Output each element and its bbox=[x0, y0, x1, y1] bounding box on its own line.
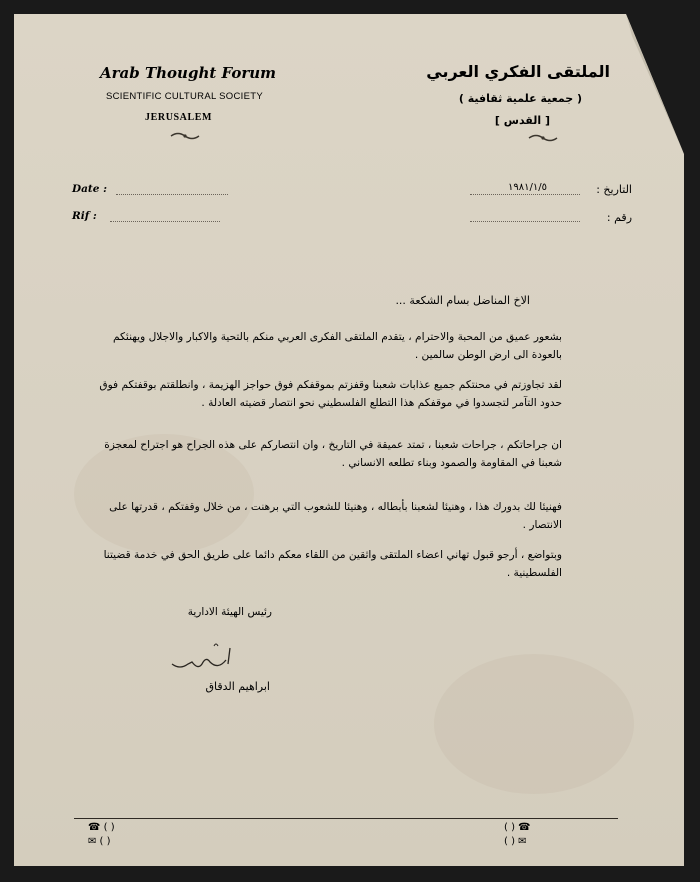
footer-phone-left: ☎ ( ) bbox=[88, 822, 115, 833]
date-line bbox=[116, 194, 228, 195]
letter-paragraph: ان جراحاتكم ، جراحات شعبنا ، تمتد عميقة في التاريخ ، وان انتصاركم على هذه الجراح هو اجتراح لمعجزة شعبنا في المقاومة والصمود وبناء تطلعه الانساني . bbox=[104, 439, 562, 469]
footer-divider bbox=[74, 818, 618, 819]
letterhead-ar-title: الملتقى الفكري العربي bbox=[426, 62, 610, 81]
paper-stain bbox=[434, 654, 634, 794]
letterhead-en-city: JERUSALEM bbox=[145, 112, 213, 123]
letter-paragraph: فهنيئا لك بدورك هذا ، وهنيئا لشعبنا بأبطاله ، وهنيئا للشعوب التي برهنت ، من خلال وقفتكم ، قدرتها على الانتصار . bbox=[109, 501, 562, 531]
letterhead-en-subtitle: SCIENTIFIC CULTURAL SOCIETY bbox=[106, 91, 263, 102]
signature-name: ابراهيم الدقاق bbox=[205, 680, 270, 693]
closing-title: رئيس الهيئة الادارية bbox=[187, 606, 272, 618]
ornament-icon bbox=[170, 130, 200, 144]
letterhead-ar-subtitle: ( جمعية علمية ثقافية ) bbox=[458, 92, 582, 105]
letter-paragraph: لقد تجاوزتم في محنتكم جميع عذابات شعبنا وقفزتم بموقفكم فوق حواجز الهزيمة ، وانطلقتم بوقفتكم فوق حدود التآمر لتجسدوا في موقفكم هذا التطلع الفلسطيني نحو انتصار قضيته العادلة . bbox=[99, 379, 562, 409]
ref-label: Rif : bbox=[72, 210, 97, 222]
ref-line bbox=[110, 221, 220, 222]
footer-mail-left: ✉ ( ) bbox=[88, 836, 111, 847]
ar-ref-label: رقم : bbox=[606, 211, 632, 224]
ornament-icon bbox=[528, 132, 558, 146]
footer-mail-right: ( ) ✉ bbox=[504, 836, 527, 847]
handwritten-signature bbox=[168, 640, 238, 680]
letter-greeting: الاخ المناضل بسام الشكعة ... bbox=[395, 294, 530, 307]
ar-date-line bbox=[470, 194, 580, 195]
date-label: Date : bbox=[72, 183, 107, 195]
ar-date-label: التاريخ : bbox=[596, 183, 632, 196]
letter-paragraph: وبتواضع ، أرجو قبول تهاني اعضاء الملتقى واثقين من اللقاء معكم دائما على طريق الحق في خدمة قضيتنا الفلسطينية . bbox=[103, 549, 562, 579]
ar-date-value: ١٩٨١/١/٥ bbox=[508, 182, 547, 193]
letterhead-ar-city: [ القدس ] bbox=[494, 114, 550, 127]
footer-phone-right: ( ) ☎ bbox=[504, 822, 531, 833]
letter-paragraph: بشعور عميق من المحبة والاحترام ، يتقدم الملتقى الفكرى العربي منكم بالتحية والاكبار والاجلال ويهنئكم بالعودة الى ارض الوطن سالمين . bbox=[113, 331, 562, 361]
letterhead-en-title: Arab Thought Forum bbox=[100, 64, 277, 82]
ar-ref-line bbox=[470, 221, 580, 222]
